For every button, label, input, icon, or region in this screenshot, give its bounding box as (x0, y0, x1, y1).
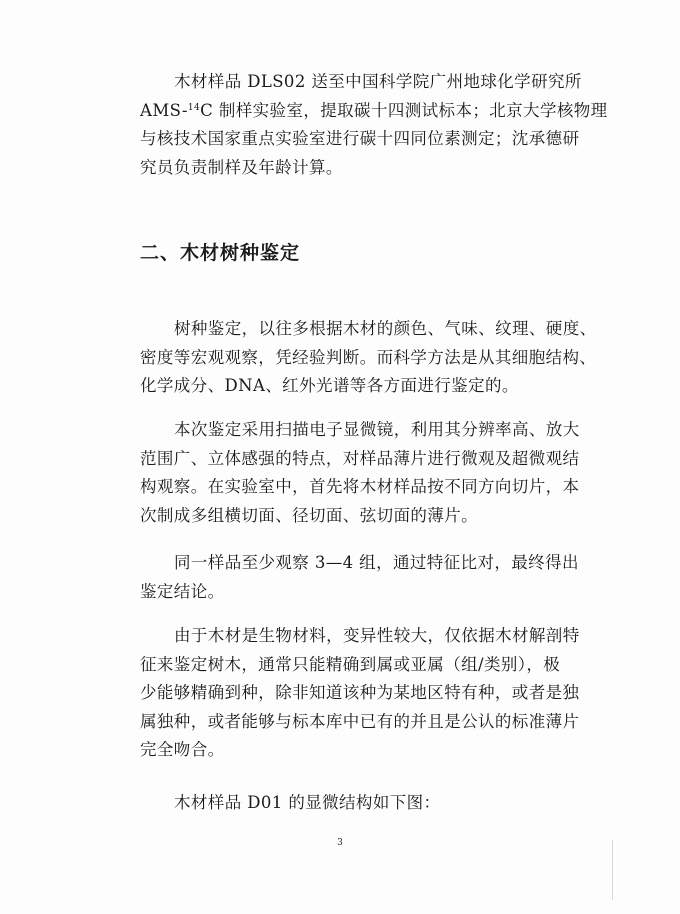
text-line: 由于木材是生物材料，变异性较大，仅依据木材解剖特 (174, 626, 580, 645)
text-line: 属独种，或者能够与标本库中已有的并且是公认的标准薄片 (140, 711, 580, 731)
text-line: 鉴定结论。 (140, 581, 225, 601)
text-line: 同一样品至少观察 3—4 组，通过特征比对，最终得出 (174, 553, 579, 572)
text-line (140, 97, 608, 126)
text-line: 征来鉴定树木，通常只能精确到属或亚属（组/类别），极 (140, 654, 561, 674)
paragraph-identification-limits (140, 622, 600, 765)
page-number: 3 (337, 838, 343, 848)
paragraph-sample-groups (140, 549, 600, 606)
text-line: 构观察。在实验室中，首先将木材样品按不同方向切片，本 (140, 477, 580, 496)
text-line: 范围广、立体感强的特点，对样品薄片进行微观及超微观结 (140, 448, 580, 468)
text-line: 少能够精确到种，除非知道该种为某地区特有种，或者是独 (140, 683, 580, 702)
text-fragment: AMS- (140, 100, 188, 120)
isotope-superscript: 14 (187, 102, 201, 113)
text-line: 密度等宏观观察，凭经验判断。而科学方法是从其细胞结构、 (140, 347, 597, 367)
paragraph-figure-intro (140, 789, 600, 818)
scan-edge-divider (612, 840, 613, 900)
text-line: 完全吻合。 (140, 740, 225, 759)
text-line: 树种鉴定，以往多根据木材的颜色、气味、纹理、硬度、 (174, 319, 597, 338)
paragraph-sem-observation (140, 416, 600, 530)
text-line: 究员负责制样及年龄计算。 (140, 157, 343, 177)
paragraph-radiocarbon-testing (140, 68, 608, 182)
text-line: 木材样品 D01 的显微结构如下图： (174, 793, 441, 812)
text-fragment: C 制样实验室，提取碳十四测试标本；北京大学核物理 (200, 100, 608, 120)
text-line: 本次鉴定采用扫描电子显微镜，利用其分辨率高、放大 (174, 420, 580, 439)
paragraph-identification-methods (140, 315, 600, 401)
text-line: 木材样品 DLS02 送至中国科学院广州地球化学研究所 (174, 72, 582, 91)
text-line: 化学成分、DNA、红外光谱等各方面进行鉴定的。 (140, 376, 519, 395)
text-line: 次制成多组横切面、径切面、弦切面的薄片。 (140, 505, 478, 525)
section-heading: 二、木材树种鉴定 (140, 242, 301, 264)
text-line: 与核技术国家重点实验室进行碳十四同位素测定；沈承德研 (140, 129, 580, 148)
